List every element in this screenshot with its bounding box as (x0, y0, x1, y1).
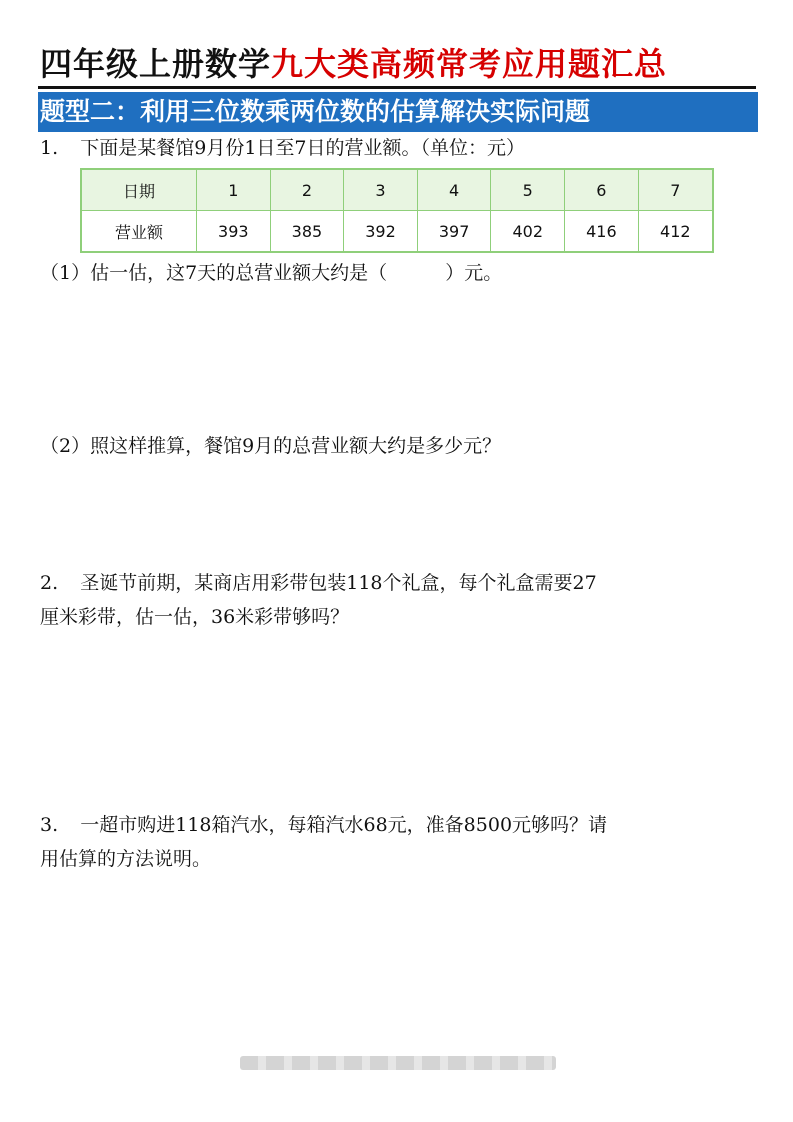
table-cell-revenue: 397 (417, 211, 491, 253)
title-grade: 四年级上册数学 (40, 45, 272, 83)
question-1-number: 1. (40, 137, 59, 159)
question-1-part-2: （2）照这样推算，餐馆9月的总营业额大约是多少元？ (40, 435, 502, 457)
table-row-dates (81, 169, 713, 211)
question-1 (40, 133, 525, 163)
table-cell-day: 3 (344, 169, 418, 211)
part-1-prefix: （1）估一估，这7天的总营业额大约是（ (40, 262, 388, 284)
table-cell-revenue: 392 (344, 211, 418, 253)
question-3-number: 3. (40, 814, 59, 836)
title-underline (38, 86, 756, 89)
question-3-line-1 (40, 810, 607, 840)
question-2-text: 圣诞节前期，某商店用彩带包装118个礼盒，每个礼盒需要27 (80, 572, 597, 594)
table-cell-revenue: 385 (270, 211, 344, 253)
table-cell-day: 4 (417, 169, 491, 211)
table-cell-day: 7 (638, 169, 713, 211)
question-2-number: 2. (40, 572, 59, 594)
row-label-date: 日期 (81, 169, 197, 211)
question-3-text: 一超市购进118箱汽水，每箱汽水68元，准备8500元够吗？请 (80, 814, 608, 836)
table-cell-revenue: 393 (197, 211, 271, 253)
worksheet-title (40, 44, 756, 84)
table-cell-revenue: 416 (565, 211, 639, 253)
table-cell-day: 6 (565, 169, 639, 211)
revenue-table (80, 168, 714, 253)
row-label-revenue: 营业额 (81, 211, 197, 253)
table-cell-day: 2 (270, 169, 344, 211)
part-1-suffix: ）元。 (445, 262, 503, 284)
section-banner: 题型二：利用三位数乘两位数的估算解决实际问题 (38, 92, 758, 132)
table-cell-day: 5 (491, 169, 565, 211)
question-3-line-2: 用估算的方法说明。 (40, 848, 212, 870)
table-cell-revenue: 412 (638, 211, 713, 253)
table-row-revenue (81, 211, 713, 253)
title-topic: 九大类高频常考应用题汇总 (271, 45, 668, 83)
question-2-line-2: 厘米彩带，估一估，36米彩带够吗？ (40, 606, 350, 628)
question-1-part-1 (40, 258, 502, 288)
table-cell-revenue: 402 (491, 211, 565, 253)
table-cell-day: 1 (197, 169, 271, 211)
blurred-footer-watermark (240, 1056, 556, 1070)
question-2-line-1 (40, 568, 597, 598)
question-1-text: 下面是某餐馆9月份1日至7日的营业额。（单位：元） (80, 137, 526, 159)
